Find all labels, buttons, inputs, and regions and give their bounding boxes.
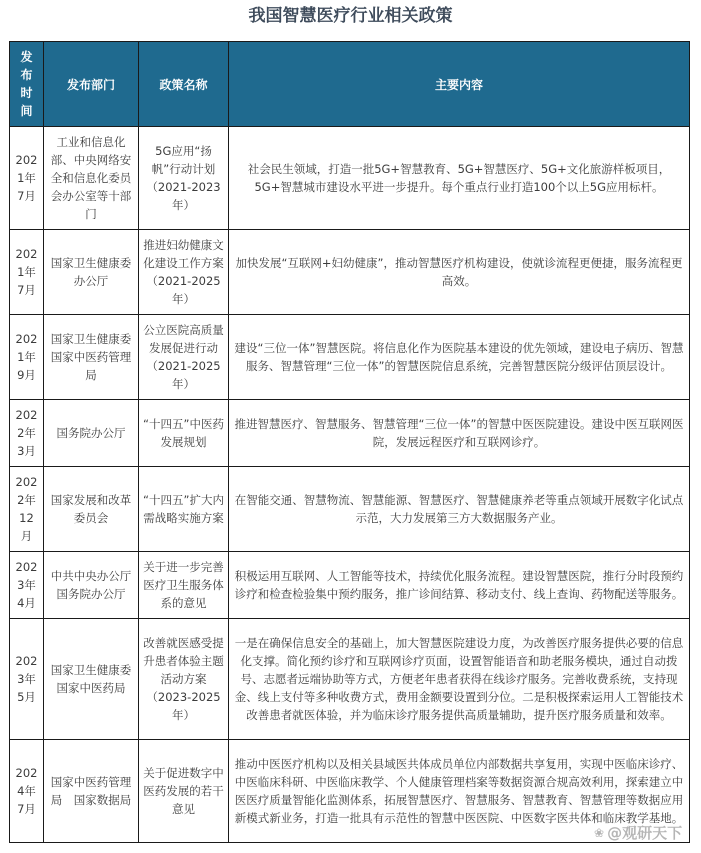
cell-department: 国家发展和改革委员会 [44, 467, 139, 552]
cell-policy: 5G应用“扬帆”行动计划（2021-2023年） [139, 127, 229, 230]
time-part: 1年 [17, 350, 36, 364]
table-row [10, 552, 690, 619]
paw-icon: ❀ [594, 825, 605, 840]
cell-content: 推进智慧医疗、智慧服务、智慧管理“三位一体”的智慧中医医院建设。建设中医互联网医院，发展远程医疗和互联网诊疗。 [229, 400, 690, 467]
time-part: 2年 [17, 426, 36, 440]
header-time-char: 时 [20, 86, 33, 100]
cell-time [10, 230, 44, 315]
header-time [10, 42, 44, 127]
time-part: 2年 [17, 493, 36, 507]
page-title: 我国智慧医疗行业相关政策 [248, 6, 453, 26]
time-part: 202 [15, 332, 38, 346]
header-content: 主要内容 [229, 42, 690, 127]
time-part: 202 [15, 247, 38, 261]
cell-time [10, 552, 44, 619]
time-part: 7月 [17, 283, 36, 297]
time-part: 3月 [17, 444, 36, 458]
cell-policy: 改善就医感受提升患者体验主题活动方案（2023-2025年） [139, 619, 229, 740]
cell-time [10, 315, 44, 400]
time-part: 5月 [17, 690, 36, 704]
time-part: 202 [15, 475, 38, 489]
time-part: 月 [20, 529, 33, 543]
header-department: 发布部门 [44, 42, 139, 127]
time-part: 9月 [17, 368, 36, 382]
time-part: 1年 [17, 171, 36, 185]
cell-content: 一是在确保信息安全的基础上，加大智慧医院建设力度，为改善医疗服务提供必要的信息化支撑。简化预约诊疗和互联网诊疗页面，设置智能语音和助老服务模块，通过自动拨号、志愿者远端协助等方式，方便老年患者获得在线诊疗服务。完善收费系统，支持现金、线上支付等多种收费方式，费用金额要设置到分位。二是积极探索运用人工智能技术改善患者就医体验，并为临床诊疗服务提供高质量辅助，提升医疗服务质量和效率。 [229, 619, 690, 740]
header-time-char: 发 [20, 50, 33, 64]
time-part: 202 [15, 560, 38, 574]
cell-department: 国家卫生健康委办公厅 [44, 230, 139, 315]
table-row [10, 740, 690, 843]
time-part: 1年 [17, 265, 36, 279]
cell-content: 建设“三位一体”智慧医院。将信息化作为医院基本建设的优先领域，建设电子病历、智慧服务、智慧管理“三位一体”的智慧医院信息系统，完善智慧医院分级评估顶层设计。 [229, 315, 690, 400]
cell-department: 国家卫生健康委 国家中医药管理局 [44, 315, 139, 400]
cell-department: 中共中央办公厅 国务院办公厅 [44, 552, 139, 619]
time-part: 4年 [17, 784, 36, 798]
time-part: 202 [15, 766, 38, 780]
time-part: 7月 [17, 802, 36, 816]
policy-table [9, 41, 690, 843]
cell-content: 在智能交通、智慧物流、智慧能源、智慧医疗、智慧健康养老等重点领域开展数字化试点示范，大力发展第三方大数据服务产业。 [229, 467, 690, 552]
header-policy: 政策名称 [139, 42, 229, 127]
cell-policy: 公立医院高质量发展促进行动（2021-2025年） [139, 315, 229, 400]
cell-time [10, 467, 44, 552]
table-row [10, 619, 690, 740]
header-time-char: 间 [20, 104, 33, 118]
time-part: 4月 [17, 596, 36, 610]
table-row [10, 400, 690, 467]
cell-policy: “十四五”中医药发展规划 [139, 400, 229, 467]
watermark-text: @观研天下 [607, 824, 683, 842]
cell-time [10, 127, 44, 230]
cell-policy: 关于进一步完善医疗卫生服务体系的意见 [139, 552, 229, 619]
cell-content: 推动中医医疗机构以及相关县域医共体成员单位内部数据共享复用，实现中医临床诊疗、中医临床科研、中医临床教学、个人健康管理档案等数据资源合规高效利用，探索建立中医医疗质量智能化监测体系，拓展智慧医疗、智慧服务、智慧教育、智慧管理等数据应用新模式新业务，打造一批具有示范性的智慧中医医院、中医数字医共体和临床教学基地。 [229, 740, 690, 843]
cell-department: 国家卫生健康委 国家中医药局 [44, 619, 139, 740]
cell-time [10, 619, 44, 740]
cell-department: 国务院办公厅 [44, 400, 139, 467]
time-part: 12 [19, 511, 34, 525]
time-part: 3年 [17, 578, 36, 592]
table-row [10, 127, 690, 230]
table-row [10, 230, 690, 315]
cell-policy: 推进妇幼健康文化建设工作方案（2021-2025年） [139, 230, 229, 315]
cell-policy: “十四五”扩大内需战略实施方案 [139, 467, 229, 552]
cell-department: 国家中医药管理局 国家数据局 [44, 740, 139, 843]
watermark [594, 822, 682, 843]
time-part: 202 [15, 654, 38, 668]
time-part: 3年 [17, 672, 36, 686]
cell-department: 工业和信息化部、中央网络安全和信息化委员会办公室等十部门 [44, 127, 139, 230]
time-part: 202 [15, 408, 38, 422]
header-time-char: 布 [20, 68, 33, 82]
table-row [10, 315, 690, 400]
table-header-row [10, 42, 690, 127]
cell-content: 社会民生领域，打造一批5G+智慧教育、5G+智慧医疗、5G+文化旅游样板项目，5G+智慧城市建设水平进一步提升。每个重点行业打造100个以上5G应用标杆。 [229, 127, 690, 230]
cell-content: 加快发展“互联网+妇幼健康”，推动智慧医疗机构建设，使就诊流程更便捷，服务流程更高效。 [229, 230, 690, 315]
cell-time [10, 400, 44, 467]
table-row [10, 467, 690, 552]
time-part: 7月 [17, 189, 36, 203]
time-part: 202 [15, 153, 38, 167]
cell-time [10, 740, 44, 843]
cell-content: 积极运用互联网、人工智能等技术，持续优化服务流程。建设智慧医院，推行分时段预约诊疗和检查检验集中预约服务，推广诊间结算、移动支付、线上查询、药物配送等服务。 [229, 552, 690, 619]
cell-policy: 关于促进数字中医药发展的若干意见 [139, 740, 229, 843]
